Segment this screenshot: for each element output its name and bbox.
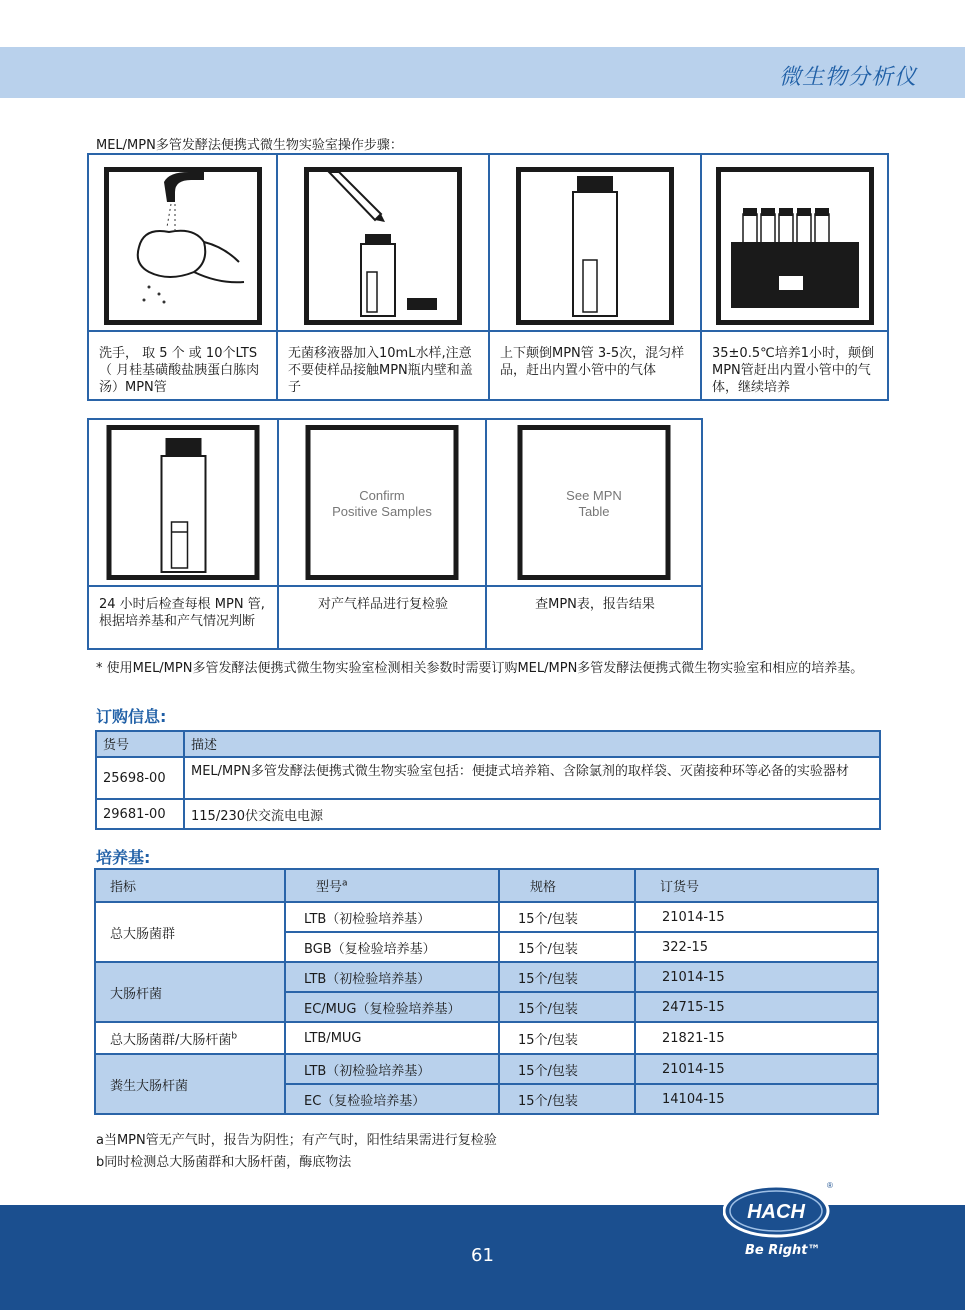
order-number-cell: 24715-15 bbox=[635, 992, 878, 1022]
footnotes bbox=[96, 1130, 497, 1174]
header-cell: 规格 bbox=[499, 869, 635, 902]
step-1-text: 洗手， 取 5 个 或 10个LTS（ 月桂基磺酸盐胰蛋白胨肉汤）MPN管 bbox=[99, 346, 260, 395]
step-divider bbox=[490, 330, 700, 332]
pic-line-1: See MPN bbox=[566, 488, 622, 503]
header-title: 微生物分析仪 bbox=[778, 65, 917, 90]
footnote-mark: b bbox=[231, 1031, 238, 1042]
mpn-table-icon bbox=[518, 425, 671, 580]
order-number-cell: 21014-15 bbox=[635, 962, 878, 992]
mpn-tube-icon bbox=[516, 167, 674, 325]
order-number-cell: 21821-15 bbox=[635, 1022, 878, 1054]
header-cell: 货号 bbox=[96, 731, 184, 757]
indicator-cell: 总大肠菌群 bbox=[95, 902, 285, 962]
confirm-samples-icon bbox=[306, 425, 459, 580]
spec-cell: 15个/包装 bbox=[499, 1084, 635, 1114]
indicator-label: 总大肠菌群/大肠杆菌 bbox=[110, 1032, 232, 1048]
header-label: 型号 bbox=[316, 880, 343, 895]
tagline: Be Right™ bbox=[745, 1243, 821, 1258]
svg-text:®: ® bbox=[827, 1181, 833, 1190]
table-row bbox=[96, 757, 880, 799]
pic-line-2: Positive Samples bbox=[332, 504, 432, 519]
spec-cell: 15个/包装 bbox=[499, 1054, 635, 1084]
page-number: 61 bbox=[471, 1245, 494, 1266]
step-4-text: 35±0.5℃培养1小时，颠倒MPN管赶出内置小管中的气体，继续培养 bbox=[712, 346, 874, 395]
header-cell: 订货号 bbox=[635, 869, 878, 902]
footnote-mark: a bbox=[342, 878, 348, 889]
footnote-b: b同时检测总大肠菌群和大肠杆菌，酶底物法 bbox=[96, 1155, 352, 1170]
model-cell: LTB（初检验培养基） bbox=[285, 1054, 499, 1084]
pic-line-1: Confirm bbox=[359, 488, 405, 503]
description: MEL/MPN多管发酵法便携式微生物实验室包括：便捷式培养箱、含除氯剂的取样袋、灭菌接种环等必备的实验器材 bbox=[184, 757, 880, 799]
step-7-text: 查MPN表，报告结果 bbox=[535, 597, 655, 612]
catalog-number: 25698-00 bbox=[96, 757, 184, 799]
spec-cell: 15个/包装 bbox=[499, 992, 635, 1022]
model-cell: EC/MUG（复检验培养基） bbox=[285, 992, 499, 1022]
tube-check-icon bbox=[107, 425, 260, 580]
step-divider bbox=[279, 585, 485, 587]
indicator-cell bbox=[95, 1022, 285, 1054]
model-cell: LTB/MUG bbox=[285, 1022, 499, 1054]
mpn-table-label bbox=[523, 488, 666, 520]
step-divider bbox=[702, 330, 887, 332]
step-3-text: 上下颠倒MPN管 3-5次，混匀样品，赶出内置小管中的气体 bbox=[500, 346, 685, 378]
spec-cell: 15个/包装 bbox=[499, 1022, 635, 1054]
spec-cell: 15个/包装 bbox=[499, 932, 635, 962]
step-2-text: 无菌移液器加入10mL水样,注意不要使样品接触MPN瓶内壁和盖子 bbox=[288, 346, 473, 395]
header-cell bbox=[285, 869, 499, 902]
catalog-number: 29681-00 bbox=[96, 799, 184, 829]
hach-logo bbox=[723, 1178, 833, 1238]
media-table bbox=[94, 868, 879, 1115]
table-header-row bbox=[95, 869, 878, 902]
steps-row-2 bbox=[87, 418, 703, 650]
spec-cell: 15个/包装 bbox=[499, 902, 635, 932]
order-number-cell: 322-15 bbox=[635, 932, 878, 962]
step-6 bbox=[279, 420, 487, 648]
pic-line-2: Table bbox=[578, 504, 610, 519]
description: 115/230伏交流电电源 bbox=[184, 799, 880, 829]
table-header-row bbox=[96, 731, 880, 757]
order-number-cell: 14104-15 bbox=[635, 1084, 878, 1114]
table-row bbox=[95, 1054, 878, 1084]
step-divider bbox=[89, 585, 277, 587]
logo-text: HACH bbox=[747, 1201, 805, 1223]
step-5 bbox=[89, 420, 279, 648]
confirm-samples-label bbox=[311, 488, 454, 520]
model-cell: EC（复检验培养基） bbox=[285, 1084, 499, 1114]
pipette-bottle-icon bbox=[304, 167, 462, 325]
step-divider bbox=[89, 330, 276, 332]
hand-washing-icon bbox=[104, 167, 262, 325]
model-cell: BGB（复检验培养基） bbox=[285, 932, 499, 962]
table-row bbox=[96, 799, 880, 829]
table-row bbox=[95, 962, 878, 992]
step-divider bbox=[487, 585, 701, 587]
model-cell: LTB（初检验培养基） bbox=[285, 962, 499, 992]
spec-cell: 15个/包装 bbox=[499, 962, 635, 992]
media-section-title: 培养基: bbox=[96, 848, 151, 867]
table-row bbox=[95, 902, 878, 932]
table-row bbox=[95, 1022, 878, 1054]
step-1 bbox=[89, 155, 278, 399]
order-number-cell: 21014-15 bbox=[635, 1054, 878, 1084]
indicator-cell: 粪生大肠杆菌 bbox=[95, 1054, 285, 1114]
step-7 bbox=[487, 420, 701, 648]
step-4 bbox=[702, 155, 887, 399]
order-section-title: 订购信息: bbox=[96, 707, 167, 726]
steps-row-1 bbox=[87, 153, 889, 401]
step-5-text: 24 小时后检查每根 MPN 管,根据培养基和产气情况判断 bbox=[99, 597, 265, 629]
model-cell: LTB（初检验培养基） bbox=[285, 902, 499, 932]
intro-text: MEL/MPN多管发酵法便携式微生物实验室操作步骤： bbox=[96, 138, 403, 153]
step-2 bbox=[278, 155, 490, 399]
header-cell: 指标 bbox=[95, 869, 285, 902]
step-3 bbox=[490, 155, 702, 399]
indicator-cell: 大肠杆菌 bbox=[95, 962, 285, 1022]
header-cell: 描述 bbox=[184, 731, 880, 757]
footnote-a: a当MPN管无产气时，报告为阴性；有产气时，阳性结果需进行复检验 bbox=[96, 1133, 497, 1148]
order-note: * 使用MEL/MPN多管发酵法便携式微生物实验室检测相关参数时需要订购MEL/MPN多管发酵法便携式微生物实验室和相应的培养基。 bbox=[96, 661, 864, 676]
incubator-icon bbox=[716, 167, 874, 325]
order-table bbox=[95, 730, 881, 830]
step-6-text: 对产气样品进行复检验 bbox=[317, 597, 448, 612]
header-band bbox=[0, 47, 965, 98]
step-divider bbox=[278, 330, 488, 332]
order-number-cell: 21014-15 bbox=[635, 902, 878, 932]
